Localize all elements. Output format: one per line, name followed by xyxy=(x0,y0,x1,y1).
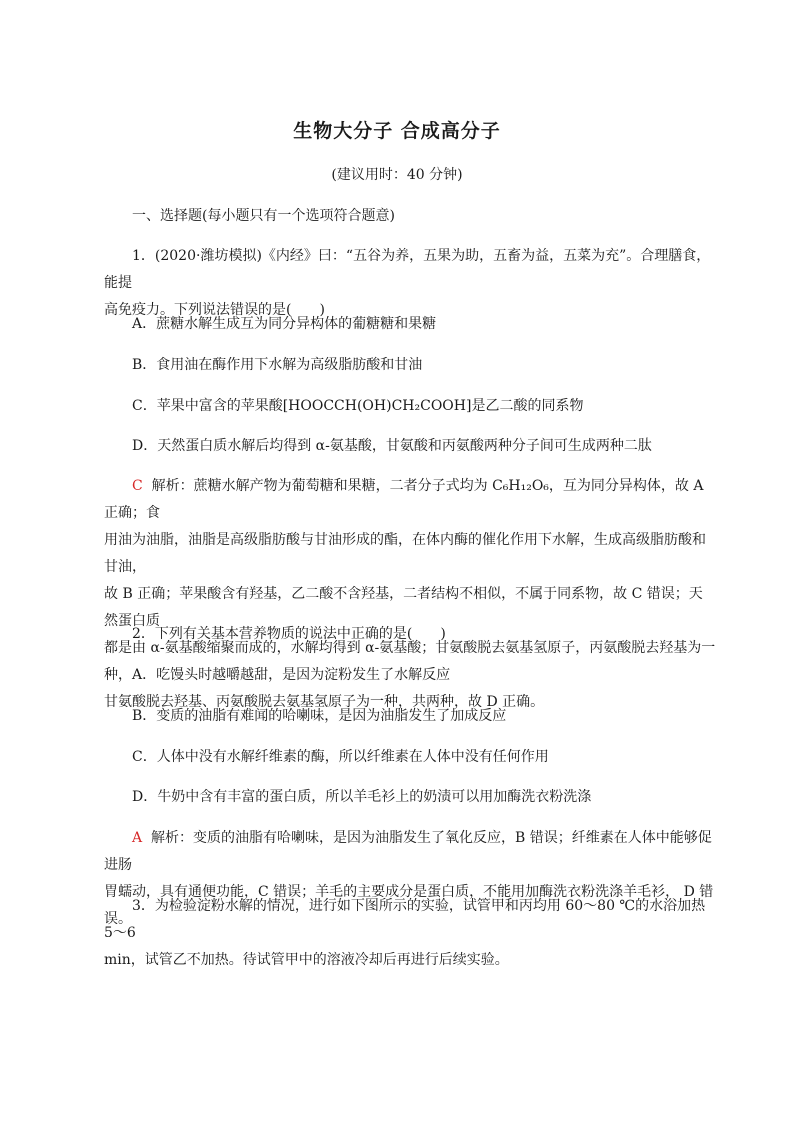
question-1-analysis-line-1: 解析：蔗糖水解产物为葡萄糖和果糖，二者分子式均为 C₆H₁₂O₆，互为同分异构体，故 A 正确；食 xyxy=(104,478,704,521)
question-1-stem-line-2: 高免疫力。下列说法错误的是( ) xyxy=(104,302,325,318)
question-2-analysis-line-2: 胃蠕动，具有通便功能，C 错误；羊毛的主要成分是蛋白质，不能用加酶洗衣粉洗涤羊毛衫， D 错误。 xyxy=(104,884,714,927)
question-1-stem-line-1: 1．(2020·潍坊模拟)《内经》曰：“五谷为养，五果为助，五畜为益，五菜为充”。合理膳食，能提 xyxy=(104,248,711,291)
question-2-stem: 2．下列有关基本营养物质的说法中正确的是( ) xyxy=(132,626,446,642)
question-1-option-b: B．食用油在酶作用下水解为高级脂肪酸和甘油 xyxy=(132,357,423,373)
question-2-option-c: C．人体中没有水解纤维素的酶，所以纤维素在人体中没有任何作用 xyxy=(132,749,549,765)
question-1-option-a: A．蔗糖水解生成互为同分异构体的葡糖糖和果糖 xyxy=(132,316,437,332)
suggested-time-note: (建议用时：40 分钟) xyxy=(331,167,463,183)
question-2-option-d: D．牛奶中含有丰富的蛋白质，所以羊毛衫上的奶渍可以用加酶洗衣粉洗涤 xyxy=(132,789,592,805)
page-title: 生物大分子 合成高分子 xyxy=(293,120,501,142)
question-1-analysis-line-4: 都是由 α-氨基酸缩聚而成的，水解均得到 α-氨基酸；甘氨酸脱去氨基氢原子，丙氨酸脱去羟基为一种， xyxy=(104,640,716,683)
question-3-stem-line-2: min，试管乙不加热。待试管甲中的溶液冷却后再进行后续实验。 xyxy=(104,952,509,968)
question-2-option-b: B．变质的油脂有难闻的哈喇味，是因为油脂发生了加成反应 xyxy=(132,708,507,724)
question-1-answer: C xyxy=(132,478,143,494)
question-1-option-d: D．天然蛋白质水解后均得到 α-氨基酸，甘氨酸和丙氨酸两种分子间可生成两种二肽 xyxy=(132,438,652,454)
question-3-stem xyxy=(104,893,716,974)
question-2-analysis-line-1: 解析：变质的油脂有哈喇味，是因为油脂发生了氧化反应，B 错误；纤维素在人体中能够促进肠 xyxy=(104,830,712,873)
section-heading: 一、选择题(每小题只有一个选项符合题意) xyxy=(132,208,395,224)
question-1-option-c: C．苹果中富含的苹果酸[HOOCCH(OH)CH₂COOH]是乙二酸的同系物 xyxy=(132,398,584,414)
question-2-answer: A xyxy=(132,830,143,846)
question-1-analysis-line-2: 用油为油脂，油脂是高级脂肪酸与甘油形成的酯，在体内酶的催化作用下水解，生成高级脂肪酸和甘油， xyxy=(104,532,706,575)
question-1-analysis-line-3: 故 B 正确；苹果酸含有羟基，乙二酸不含羟基，二者结构不相似，不属于同系物，故 C 错误；天然蛋白质 xyxy=(104,586,703,629)
question-3-stem-line-1: 3．为检验淀粉水解的情况，进行如下图所示的实验，试管甲和丙均用 60～80 ℃的水浴加热 5～6 xyxy=(104,898,706,941)
question-2-option-a: A．吃馒头时越嚼越甜，是因为淀粉发生了水解反应 xyxy=(132,667,451,683)
question-1-analysis-line-5: 甘氨酸脱去羟基、丙氨酸脱去氨基氢原子为一种，共两种，故 D 正确。 xyxy=(104,694,545,710)
